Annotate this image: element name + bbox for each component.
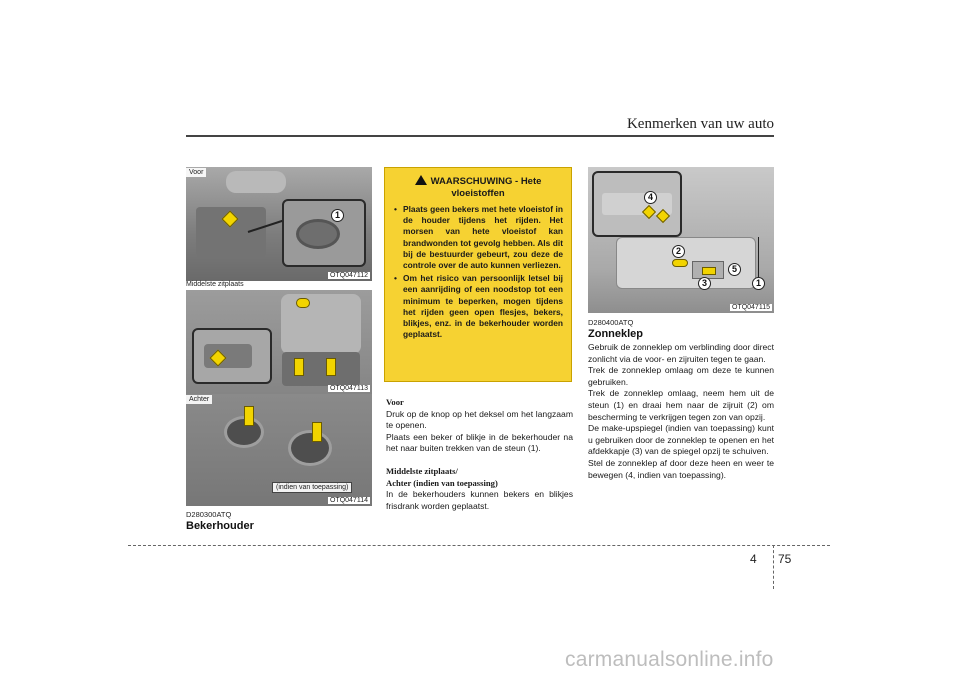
paragraph: In de bekerhouders kunnen bekers en blikjes frisdrank worden geplaatst. xyxy=(386,489,573,511)
figure-label-rear: Achter xyxy=(186,395,212,404)
inset-detail-box xyxy=(192,328,272,384)
paragraph: Stel de zonneklep af door deze heen en weer te bewegen (4, indien van toepassing). xyxy=(588,457,774,480)
console-top-shape xyxy=(226,171,286,193)
callout-3: 3 xyxy=(698,277,711,290)
header-rule xyxy=(186,135,774,137)
watermark: carmanualsonline.info xyxy=(565,648,774,671)
footer-divider xyxy=(773,545,774,589)
paragraph: Plaats een beker of blikje in de bekerhouder na het naar buiten trekken van de steun (1). xyxy=(386,431,573,454)
figure-front-cupholder xyxy=(186,167,372,281)
figure-middle-cupholder xyxy=(186,290,372,394)
section-heading: Zonneklep xyxy=(588,328,644,340)
warning-title: WAARSCHUWING - Hete vloeistoffen xyxy=(393,175,563,200)
figure-note: (indien van toepassing) xyxy=(272,482,352,493)
section-code: D280300ATQ xyxy=(186,510,232,519)
figure-code: OTQ047112 xyxy=(329,272,368,279)
subheading-middle-rear: Middelste zitplaats/ Achter (indien van toepassing) xyxy=(386,465,498,488)
running-header: Kenmerken van uw auto xyxy=(626,116,774,132)
right-body-text xyxy=(588,342,774,481)
warning-box xyxy=(384,167,572,382)
chapter-number: 4 xyxy=(750,552,757,566)
arrow-slide-icon xyxy=(702,267,716,275)
paragraph: Gebruik de zonneklep om verblinding door direct zonlicht via de voor- en zijruiten tegen te gaan. xyxy=(588,342,774,364)
armrest-shape xyxy=(281,294,361,354)
arrow-down-icon xyxy=(244,406,254,426)
section-heading: Bekerhouder xyxy=(186,520,254,532)
inset-detail-box xyxy=(282,199,366,267)
paragraph: De make-upspiegel (indien van toepassing) kunt u gebruiken door de zonneklep te openen en het afdekkapje (3) van de spiegel opzij te schuiven. xyxy=(588,423,774,457)
section-code: D280400ATQ xyxy=(588,318,634,327)
subheading-front: Voor xyxy=(386,397,404,407)
figure-sunvisor xyxy=(588,167,774,313)
warning-item: • Plaats geen bekers met hete vloeistof in de houder tijdens het rijden. Het morsen van hete vloeistof kan brandwonden tot gevolg hebben. Als dit bij de bestuurder gebeurt, zou deze de controle over de auto kunnen verliezen. xyxy=(393,204,563,271)
callout-line xyxy=(758,237,759,277)
callout-5: 5 xyxy=(728,263,741,276)
callout-1: 1 xyxy=(331,209,344,222)
paragraph: Trek de zonneklep omlaag, neem hem uit de steun (1) en draai hem naar de zijruit (2) om bescherming te verkrijgen tegen zon van opzij. xyxy=(588,388,774,422)
paragraph: Trek de zonneklep omlaag om deze te kunnen gebruiken. xyxy=(588,365,774,387)
arrow-down-icon xyxy=(294,358,304,376)
arrow-down-icon xyxy=(312,422,322,442)
footer-rule xyxy=(128,545,830,546)
paragraph: Druk op de knop op het deksel om het langzaam te openen. xyxy=(386,408,573,431)
callout-4: 4 xyxy=(644,191,657,204)
figure-code: OTQ047114 xyxy=(329,497,368,504)
inset-detail-box xyxy=(592,171,682,237)
figure-code: OTQ047113 xyxy=(329,385,368,392)
warning-triangle-icon xyxy=(415,175,427,185)
cup-well-right xyxy=(288,430,332,466)
figure-rear-cupholder xyxy=(186,394,372,506)
callout-1: 1 xyxy=(752,277,765,290)
arrow-curve-icon xyxy=(296,298,310,308)
arrow-curve-icon xyxy=(672,259,688,267)
page-number: 75 xyxy=(778,552,792,566)
figure-label-front: Voor xyxy=(186,168,206,177)
middle-body-text xyxy=(386,397,573,512)
warning-item: • Om het risico van persoonlijk letsel bij een aanrijding of een noodstop tot een minimum te beperken, mogen tijdens het rijden geen open flesjes, bekers, blikjes, enz. in de bekerhouder worden geplaatst. xyxy=(393,273,563,340)
figure-code: OTQ047115 xyxy=(731,304,770,311)
warning-list xyxy=(393,204,563,340)
figure-label-middle: Middelste zitplaats xyxy=(186,281,244,288)
callout-2: 2 xyxy=(672,245,685,258)
arrow-down-icon xyxy=(326,358,336,376)
